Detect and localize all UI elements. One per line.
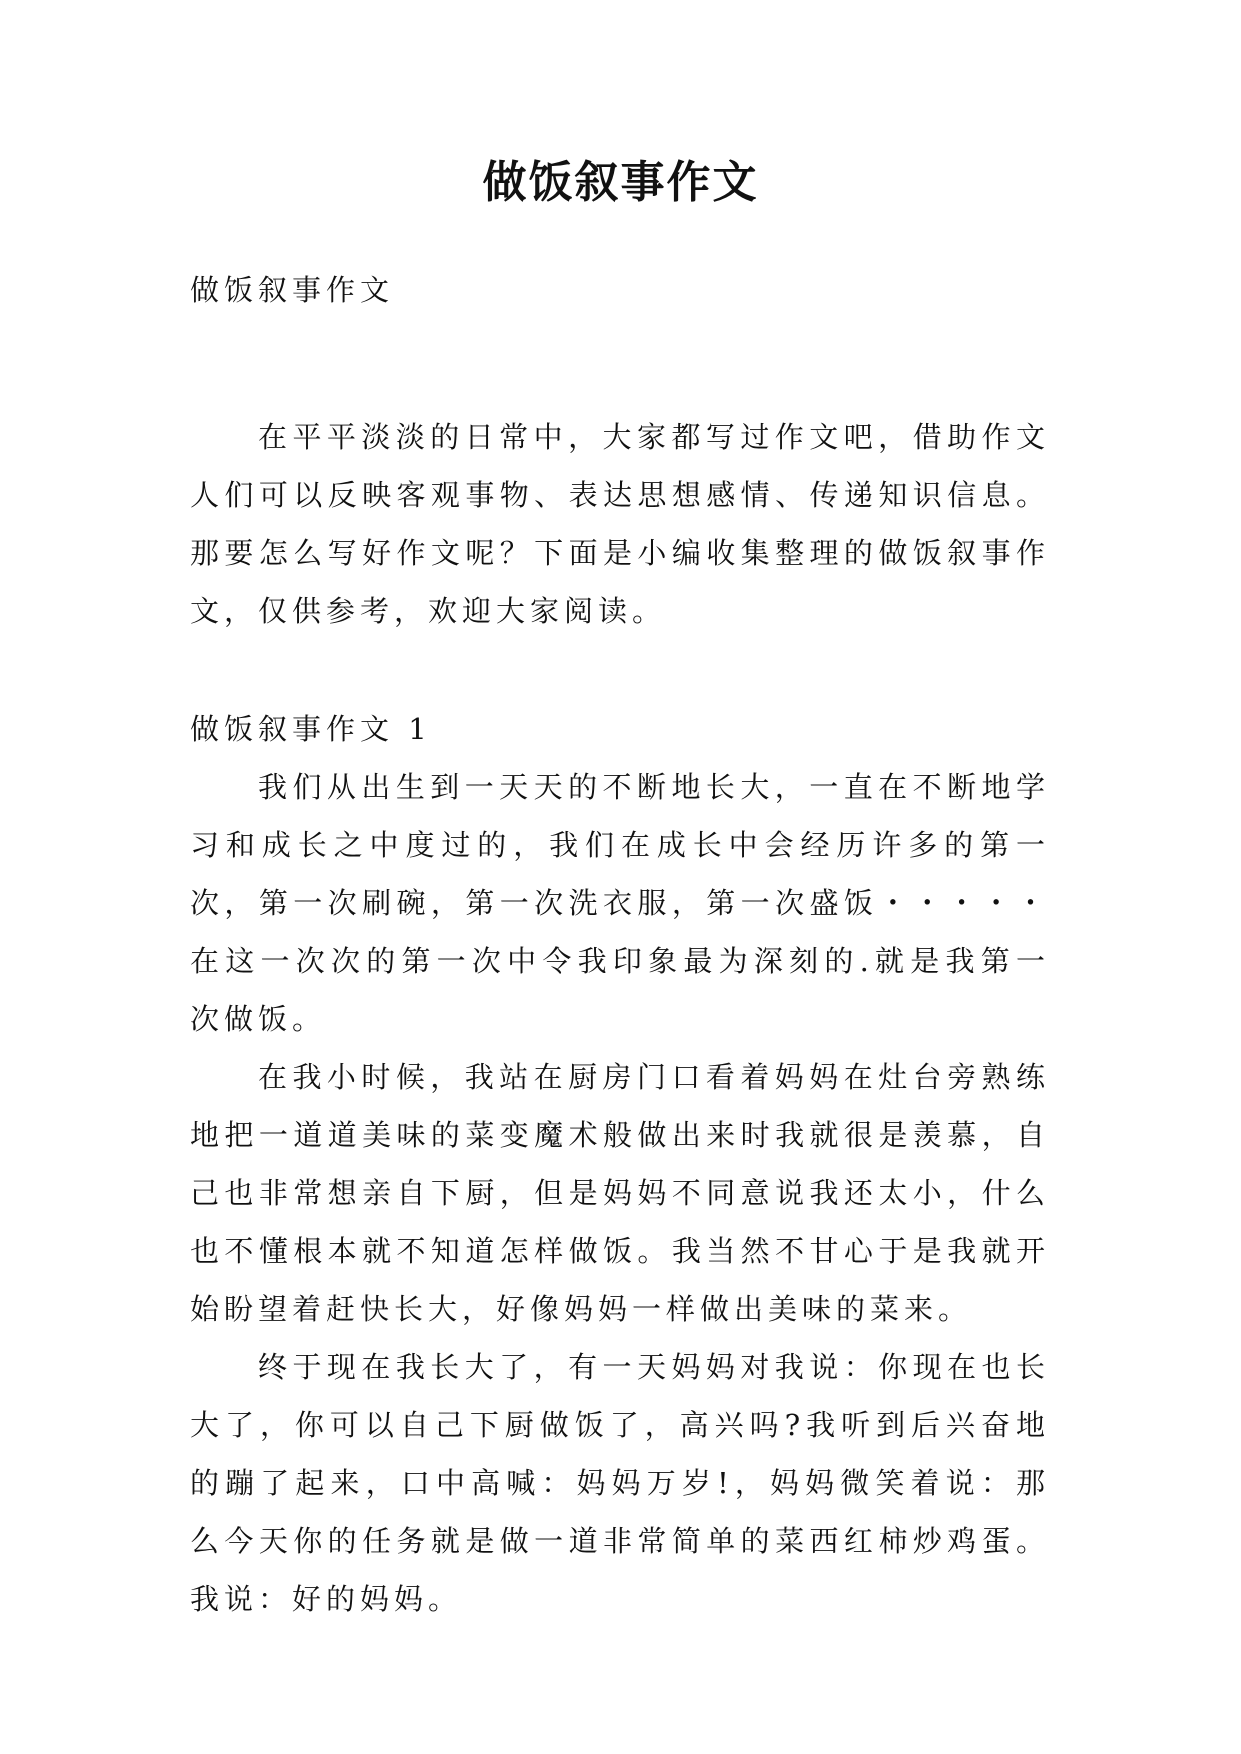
essay-paragraph: 在我小时候，我站在厨房门口看着妈妈在灶台旁熟练地把一道道美味的菜变魔术般做出来时我就很是羡慕，自己也非常想亲自下厨，但是妈妈不同意说我还太小，什么也不懂根本就不知道怎样做饭。我当然不甘心于是我就开始盼望着赶快长大，好像妈妈一样做出美味的菜来。: [190, 1060, 1050, 1326]
document-subtitle: 做饭叙事作文: [190, 273, 395, 307]
essay-section-1: [190, 700, 1050, 1628]
essay-paragraph: 终于现在我长大了，有一天妈妈对我说：你现在也长大了，你可以自己下厨做饭了，高兴吗?我听到后兴奋地的蹦了起来，口中高喊：妈妈万岁!，妈妈微笑着说：那么今天你的任务就是做一道非常简单的菜西红柿炒鸡蛋。我说：好的妈妈。: [190, 1350, 1050, 1616]
section-title: 做饭叙事作文 1: [190, 712, 432, 746]
document-title: 做饭叙事作文: [482, 157, 759, 208]
essay-paragraph: 我们从出生到一天天的不断地长大，一直在不断地学习和成长之中度过的，我们在成长中会经历许多的第一次，第一次刷碗，第一次洗衣服，第一次盛饭・・・・・在这一次次的第一次中令我印象最为深刻的.就是我第一次做饭。: [190, 770, 1050, 1036]
intro-paragraph: 在平平淡淡的日常中，大家都写过作文吧，借助作文人们可以反映客观事物、表达思想感情、传递知识信息。那要怎么写好作文呢？下面是小编收集整理的做饭叙事作文，仅供参考，欢迎大家阅读。: [190, 420, 1050, 628]
